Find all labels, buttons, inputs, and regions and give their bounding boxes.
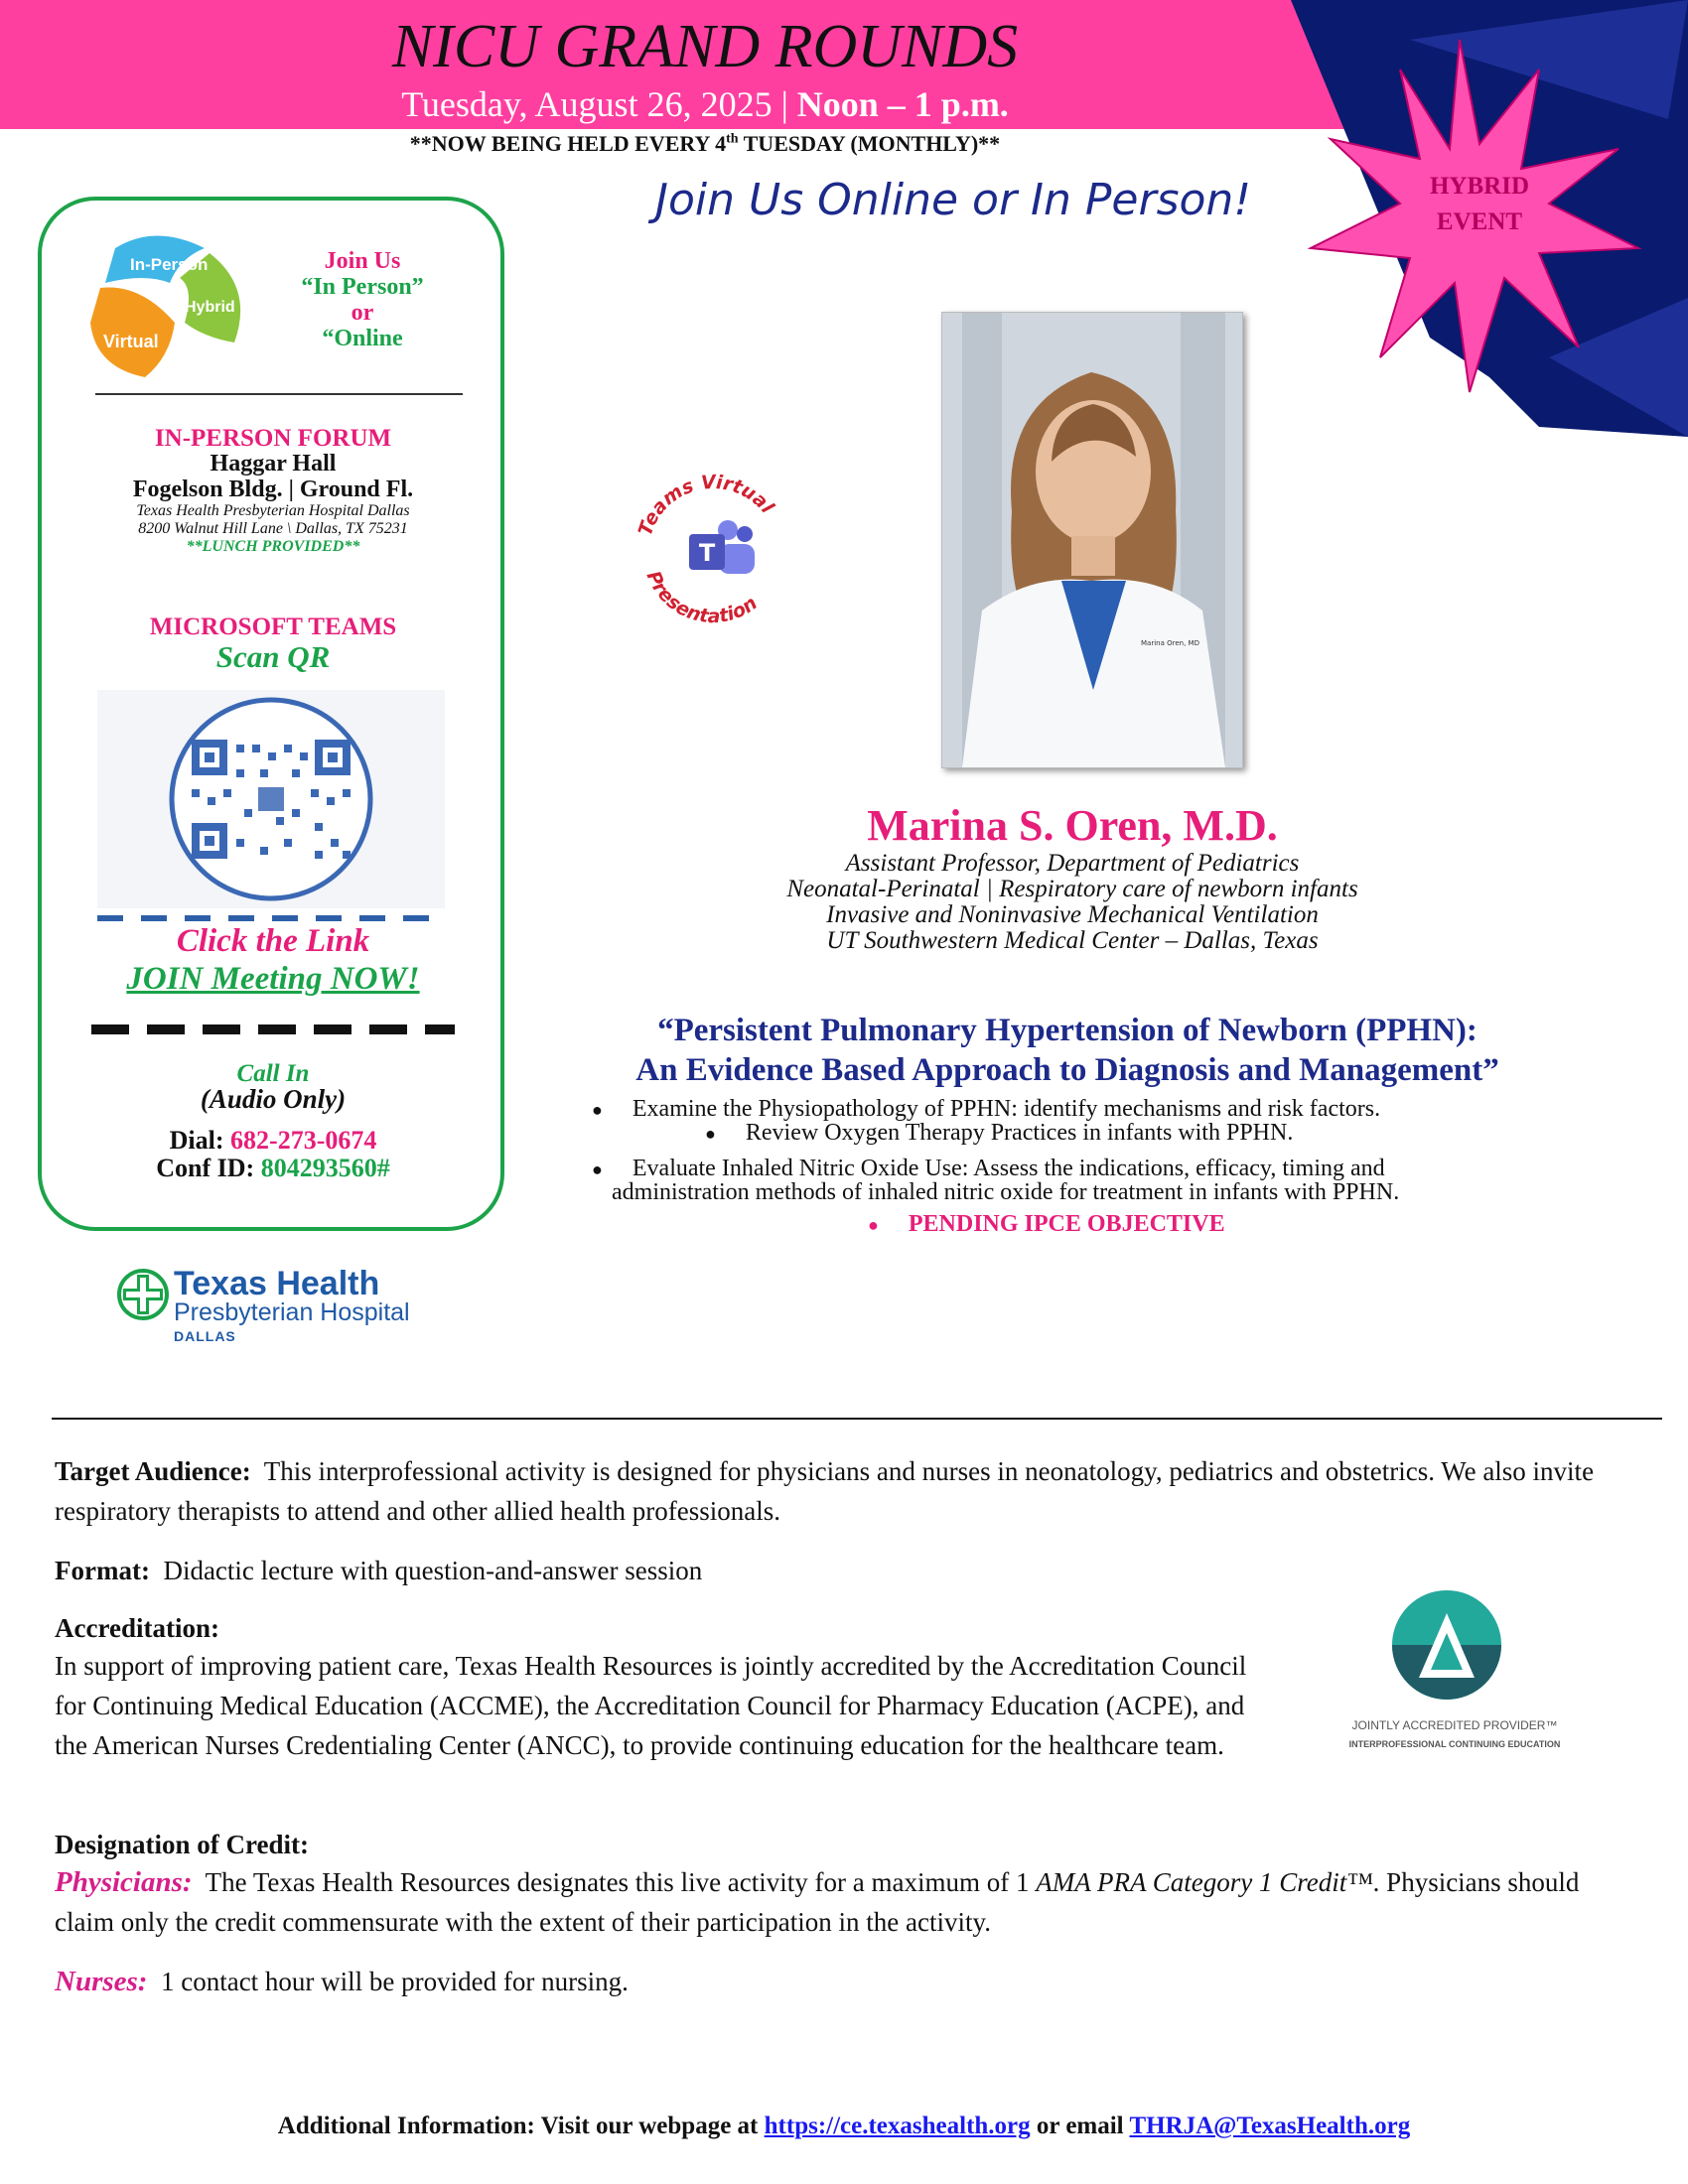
objective-text: Review Oxygen Therapy Practices in infants with PPHN. bbox=[745, 1120, 1294, 1146]
dial-label: Dial: bbox=[169, 1126, 224, 1155]
conf-value: 804293560# bbox=[260, 1154, 390, 1182]
teams-virtual-badge-icon bbox=[624, 459, 802, 627]
speaker-specialty: Neonatal-Perinatal | Respiratory care of newborn infants bbox=[786, 876, 1358, 902]
event-date: Tuesday, August 26, 2025 | bbox=[401, 84, 788, 124]
coat-name-text: Marina Oren, MD bbox=[1141, 639, 1199, 647]
notice-text: **NOW BEING HELD EVERY 4 bbox=[409, 131, 727, 156]
badge-line: EVENT bbox=[1436, 208, 1523, 235]
physicians-text: The Texas Health Resources designates this live activity for a maximum of 1 bbox=[205, 1867, 1030, 1897]
venue-hall: Haggar Hall bbox=[210, 451, 337, 477]
notice-sup: th bbox=[726, 131, 739, 147]
format-label: Format: bbox=[55, 1556, 150, 1585]
svg-text:T: T bbox=[698, 539, 716, 567]
format-text: Didactic lecture with question-and-answer session bbox=[163, 1556, 703, 1585]
speaker-institution: UT Southwestern Medical Center – Dallas, Texas bbox=[826, 927, 1319, 954]
credit-heading: Designation of Credit: bbox=[55, 1830, 309, 1859]
join-us-text bbox=[288, 248, 437, 351]
section-divider bbox=[52, 1418, 1662, 1420]
hospital-logo-sub: Presbyterian Hospital bbox=[174, 1298, 410, 1326]
objective-continuation: administration methods of inhaled nitric oxide for treatment in infants with PPHN. bbox=[612, 1179, 1400, 1205]
objective-item: ● PENDING IPCE OBJECTIVE bbox=[868, 1211, 1225, 1237]
dashed-divider bbox=[97, 915, 445, 921]
in-person-line: “In Person” bbox=[301, 274, 424, 300]
in-person-heading: IN-PERSON FORUM bbox=[154, 425, 392, 452]
dashed-divider bbox=[91, 1024, 455, 1034]
badge-line: HYBRID bbox=[1429, 173, 1529, 200]
hospital-logo-name: Texas Health bbox=[174, 1265, 380, 1302]
audio-only-label: (Audio Only) bbox=[200, 1084, 347, 1114]
physicians-label: Physicians: bbox=[55, 1866, 193, 1898]
qr-code-icon[interactable] bbox=[97, 690, 445, 908]
footer-text: Additional Information: Visit our webpage at bbox=[277, 2113, 759, 2139]
event-dateline bbox=[0, 83, 1410, 125]
page-title: NICU GRAND ROUNDS bbox=[391, 13, 1019, 80]
accreditation-heading: Accreditation: bbox=[55, 1613, 219, 1643]
talk-title-line2: An Evidence Based Approach to Diagnosis and Management” bbox=[635, 1052, 1499, 1088]
jointly-accredited-logo-icon bbox=[1326, 1588, 1584, 1757]
dial-number bbox=[60, 1126, 487, 1156]
objective-item: ● Evaluate Inhaled Nitric Oxide Use: Assess the indications, efficacy, timing and bbox=[592, 1156, 1385, 1181]
venue-hospital: Texas Health Presbyterian Hospital Dallas bbox=[136, 502, 410, 519]
hybrid-event-badge bbox=[1390, 169, 1569, 240]
logo-label: In-Person bbox=[130, 255, 209, 274]
conf-label: Conf ID: bbox=[156, 1154, 255, 1182]
jap-line2: INTERPROFESSIONAL CONTINUING EDUCATION bbox=[1348, 1739, 1561, 1749]
logo-label: Virtual bbox=[103, 332, 159, 351]
venue-building: Fogelson Bldg. | Ground Fl. bbox=[132, 477, 414, 502]
speaker-name: Marina S. Oren, M.D. bbox=[867, 801, 1278, 850]
or-line: or bbox=[351, 300, 374, 326]
badge-bottom-text: Presentation bbox=[641, 567, 762, 627]
svg-text:Teams Virtual bbox=[634, 472, 778, 539]
dial-value[interactable]: 682-273-0674 bbox=[230, 1126, 377, 1155]
physicians-credit bbox=[55, 1862, 1643, 1942]
nurses-text: 1 contact hour will be provided for nursing. bbox=[160, 1967, 629, 1996]
website-link[interactable]: https://ce.texashealth.org bbox=[764, 2113, 1031, 2139]
conference-id bbox=[60, 1154, 487, 1183]
audience-label: Target Audience: bbox=[55, 1456, 251, 1486]
target-audience bbox=[55, 1451, 1643, 1531]
speaker-photo bbox=[941, 312, 1243, 768]
panel-divider bbox=[95, 393, 463, 395]
online-line: “Online bbox=[322, 326, 403, 351]
speaker-focus: Invasive and Noninvasive Mechanical Ventilation bbox=[826, 901, 1319, 928]
svg-text:Presentation bbox=[642, 568, 762, 627]
click-link-label: Click the Link bbox=[176, 923, 370, 959]
objective-item: ● Review Oxygen Therapy Practices in infants with PPHN. bbox=[705, 1120, 1294, 1146]
objective-item: ● Examine the Physiopathology of PPHN: identify mechanisms and risk factors. bbox=[592, 1096, 1381, 1122]
jap-line1: JOINTLY ACCREDITED PROVIDER™ bbox=[1351, 1718, 1558, 1732]
join-meeting-link[interactable]: JOIN Meeting NOW! bbox=[126, 961, 420, 997]
logo-label: Hybrid bbox=[185, 299, 235, 316]
join-us-line: Join Us bbox=[324, 248, 401, 274]
ama-credit-text: AMA PRA Category 1 Credit™ bbox=[1036, 1867, 1373, 1897]
speaker-title: Assistant Professor, Department of Pediatrics bbox=[845, 850, 1300, 877]
email-link[interactable]: THRJA@TexasHealth.org bbox=[1129, 2113, 1411, 2139]
objective-text: Examine the Physiopathology of PPHN: identify mechanisms and risk factors. bbox=[632, 1096, 1381, 1122]
lunch-note: **LUNCH PROVIDED** bbox=[186, 538, 360, 555]
schedule-notice bbox=[0, 131, 1410, 157]
venue-address: 8200 Walnut Hill Lane \ Dallas, TX 75231 bbox=[138, 520, 408, 537]
objective-text: PENDING IPCE OBJECTIVE bbox=[908, 1211, 1225, 1237]
format bbox=[55, 1551, 1643, 1590]
teams-heading: MICROSOFT TEAMS bbox=[149, 614, 397, 640]
nurses-label: Nurses: bbox=[55, 1966, 148, 1997]
talk-title-line1: “Persistent Pulmonary Hypertension of Newborn (PPHN): bbox=[657, 1013, 1477, 1048]
call-in-heading: Call In bbox=[236, 1060, 310, 1087]
hospital-logo-city: DALLAS bbox=[174, 1328, 236, 1344]
accreditation-text: In support of improving patient care, Texas Health Resources is jointly accredited by the Accreditation Council for Continuing Medical Education (ACCME), the Accreditation Council for Pharmacy Education (ACPE), and the American Nurses Credentialing Center (ANCC), to provide continuing education for the healthcare team. bbox=[55, 1651, 1247, 1760]
physicians-text-end: . Physicians should claim only the credit commensurate with the extent of their participation in the activity. bbox=[55, 1867, 1580, 1937]
notice-text-end: TUESDAY (MONTHLY)** bbox=[738, 131, 1001, 156]
join-tagline: Join Us Online or In Person! bbox=[655, 175, 1251, 225]
scan-qr-label: Scan QR bbox=[215, 639, 331, 674]
event-time: Noon – 1 p.m. bbox=[796, 84, 1009, 124]
hybrid-logo-icon bbox=[85, 228, 252, 382]
nurses-credit bbox=[55, 1962, 1643, 2001]
badge-top-text: Teams Virtual bbox=[633, 471, 778, 539]
texas-health-cross-icon bbox=[117, 1267, 169, 1322]
objective-text: Evaluate Inhaled Nitric Oxide Use: Assess the indications, efficacy, timing and bbox=[632, 1156, 1385, 1181]
audience-text: This interprofessional activity is designed for physicians and nurses in neonatology, pediatrics and obstetrics. We also invite respiratory therapists to attend and other allied health professionals. bbox=[55, 1456, 1595, 1526]
footer-text-middle: or email bbox=[1036, 2113, 1124, 2139]
footer bbox=[0, 2113, 1688, 2140]
